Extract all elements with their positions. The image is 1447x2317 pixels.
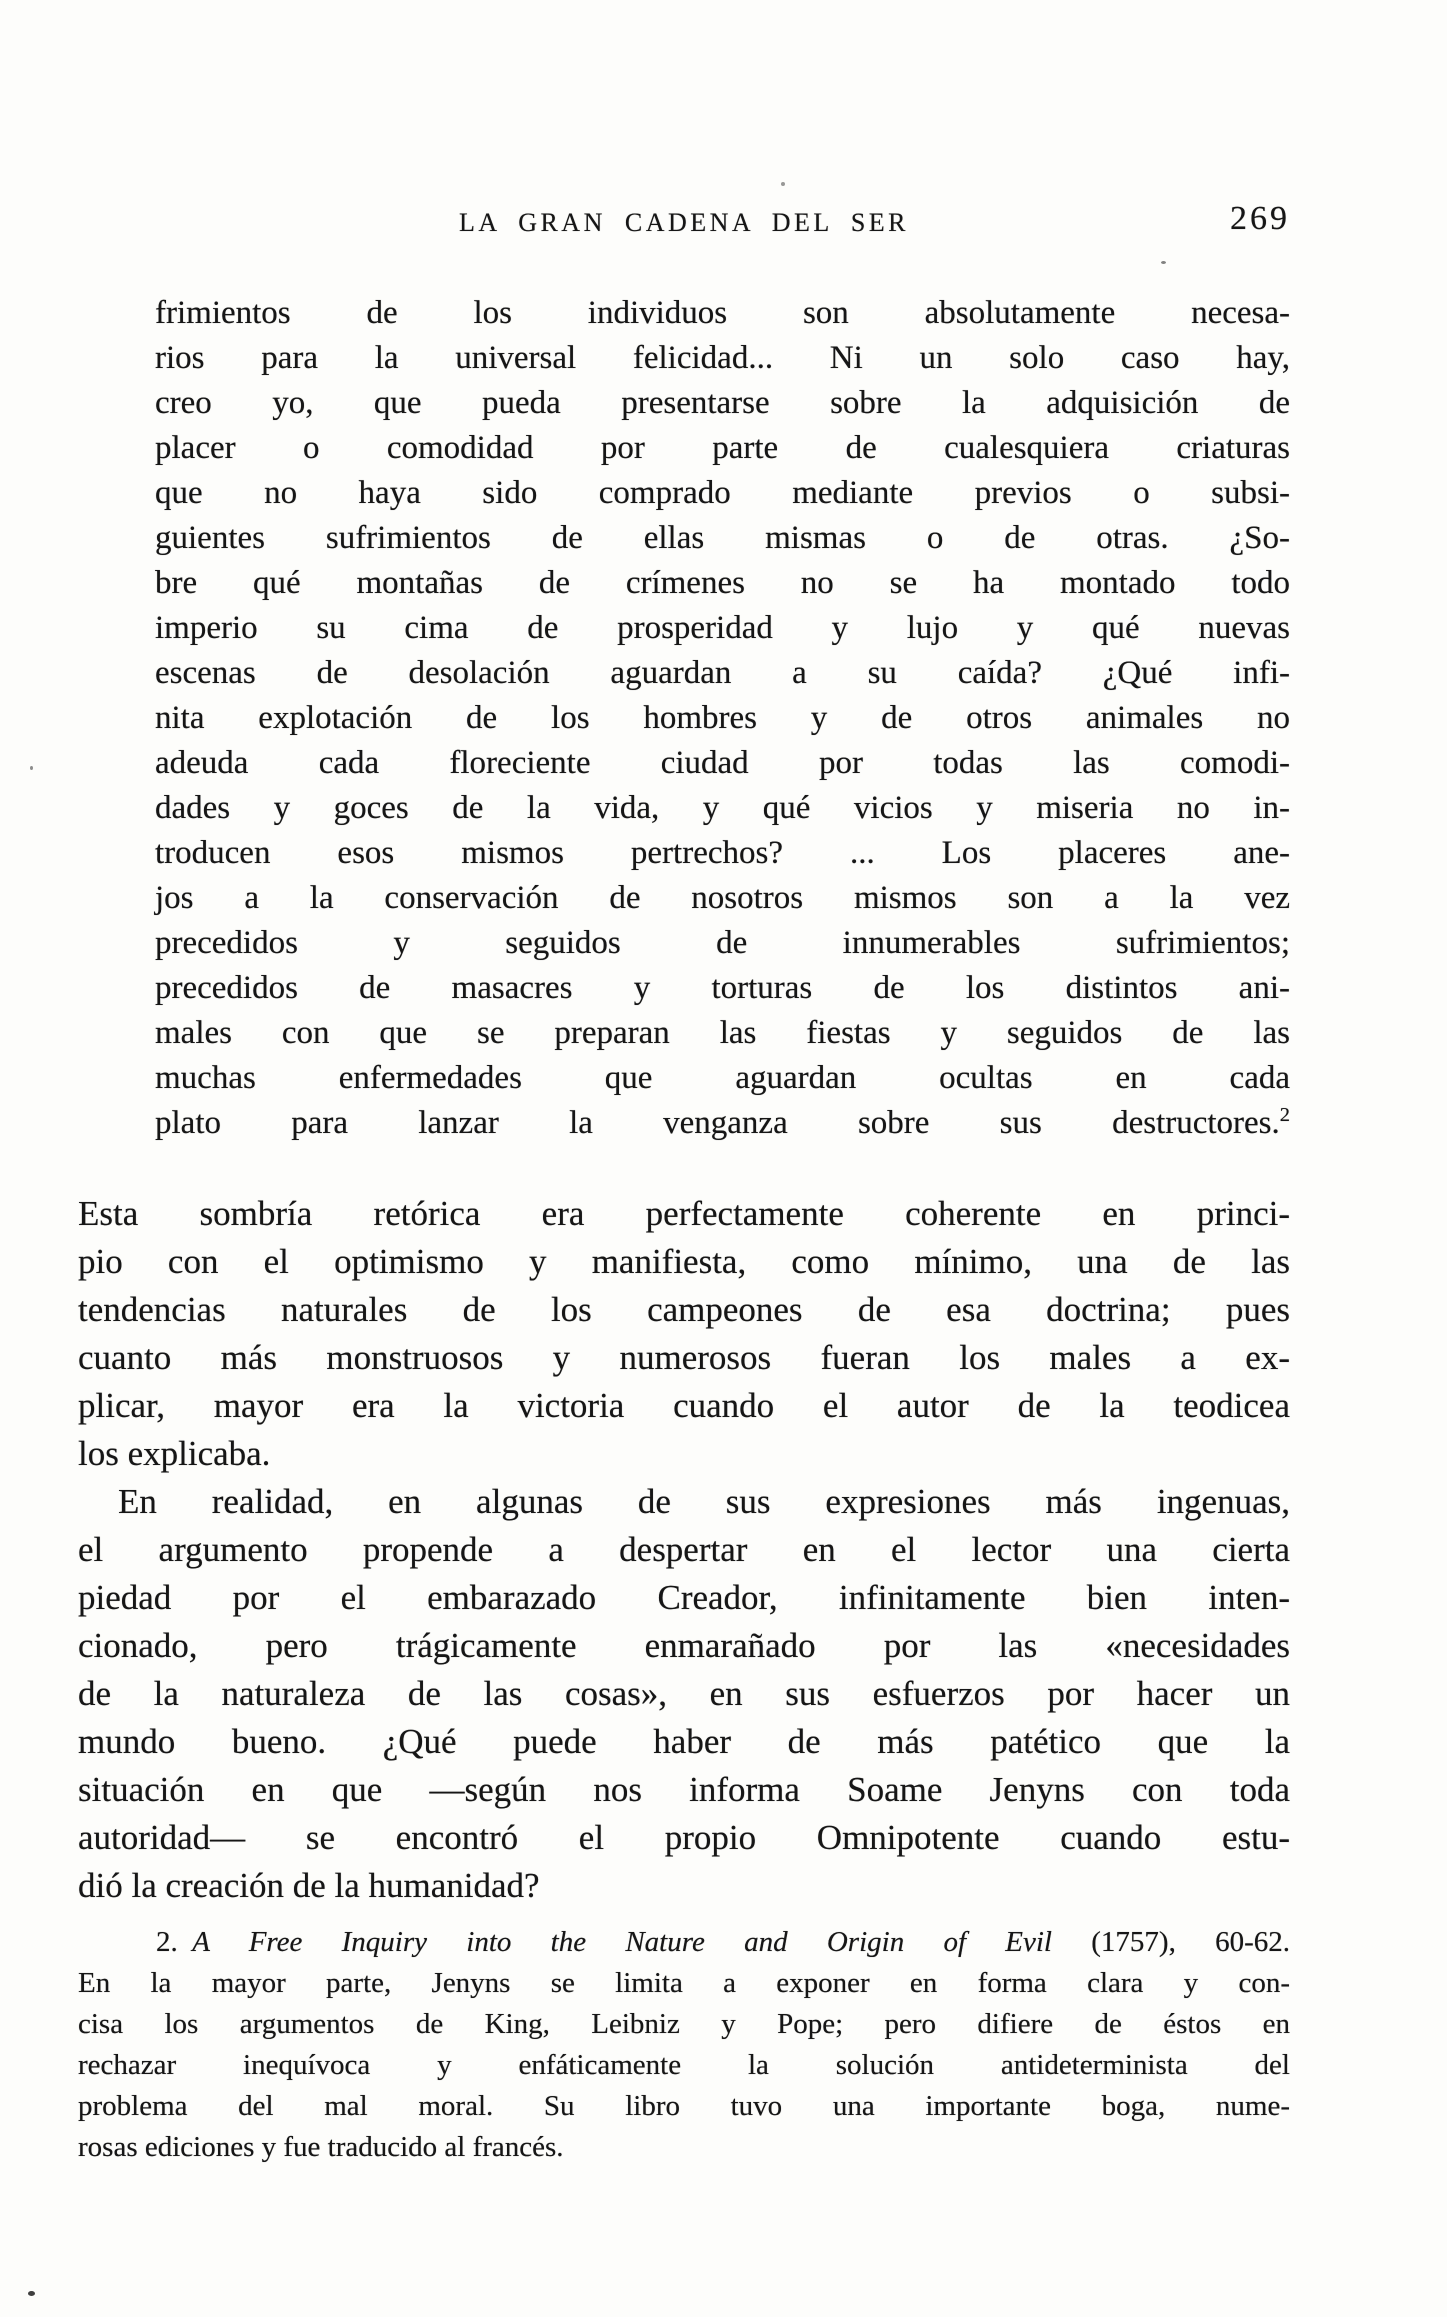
body-line: [78, 1814, 1290, 1862]
text-segment: rosas ediciones y fue traducido al francés.: [78, 2131, 564, 2163]
body-line: [78, 1670, 1290, 1718]
text-segment: precedidos y seguidos de innumerables sufrimientos;: [155, 925, 1290, 961]
text-segment: placer o comodidad por parte de cualesquiera criaturas: [155, 430, 1290, 466]
text-segment: troducen esos mismos pertrechos? ... Los placeres ane-: [155, 835, 1290, 871]
text-segment: rios para la universal felicidad... Ni un solo caso hay,: [155, 340, 1290, 376]
text-segment: imperio su cima de prosperidad y lujo y qué nuevas: [155, 610, 1290, 646]
footnote-line: [78, 2086, 1290, 2127]
footnote: [78, 1922, 1290, 2168]
text-segment: jos a la conservación de nosotros mismos son a la vez: [155, 880, 1290, 916]
body-line: [78, 1766, 1290, 1814]
body-line: [78, 1478, 1290, 1526]
work-title-italic: A Free Inquiry into the Nature and Origin of Evil: [192, 1926, 1052, 1958]
text-segment: cisa los argumentos de King, Leibniz y Pope; pero difiere de éstos en: [78, 2008, 1290, 2040]
text-segment: que no haya sido comprado mediante previos o subsi-: [155, 475, 1290, 511]
body-line: [78, 1190, 1290, 1238]
quote-line: [155, 1101, 1290, 1146]
scan-speck: [28, 2291, 35, 2296]
quote-line: [155, 741, 1290, 786]
text-segment: precedidos de masacres y torturas de los distintos ani-: [155, 970, 1290, 1006]
body-line: [78, 1382, 1290, 1430]
footnote-line: [78, 1963, 1290, 2004]
body-line: [78, 1430, 1290, 1478]
body-line: [78, 1286, 1290, 1334]
quote-line: [155, 336, 1290, 381]
footnote-line: [78, 2045, 1290, 2086]
text-segment: mundo bueno. ¿Qué puede haber de más patético que la: [78, 1722, 1290, 1761]
body-line: [78, 1334, 1290, 1382]
text-segment: males con que se preparan las fiestas y seguidos de las: [155, 1015, 1290, 1051]
text-segment: (1757), 60-62.: [1051, 1926, 1290, 1958]
quote-line: [155, 831, 1290, 876]
text-segment: En realidad, en algunas de sus expresiones más ingenuas,: [118, 1482, 1290, 1521]
page-title: LA GRAN CADENA DEL SER: [458, 208, 910, 237]
quote-line: [155, 516, 1290, 561]
quote-line: [155, 561, 1290, 606]
footnote-line: [78, 2127, 1290, 2168]
body-line: [78, 1862, 1290, 1910]
footnote-ref: 2: [1279, 1104, 1290, 1126]
text-segment: nita explotación de los hombres y de otros animales no: [155, 700, 1290, 736]
text-segment: guientes sufrimientos de ellas mismas o de otras. ¿So-: [155, 520, 1290, 556]
text-segment: creo yo, que pueda presentarse sobre la adquisición de: [155, 385, 1290, 421]
text-segment: dades y goces de la vida, y qué vicios y miseria no in-: [155, 790, 1290, 826]
quote-line: [155, 876, 1290, 921]
quote-line: [155, 1011, 1290, 1056]
text-segment: situación en que —según nos informa Soame Jenyns con toda: [78, 1770, 1290, 1809]
text-segment: cuanto más monstruosos y numerosos fueran los males a ex-: [78, 1338, 1290, 1377]
body-line: [78, 1622, 1290, 1670]
text-segment: los explicaba.: [78, 1434, 271, 1473]
text-segment: escenas de desolación aguardan a su caída? ¿Qué infi-: [155, 655, 1290, 691]
text-segment: tendencias naturales de los campeones de esa doctrina; pues: [78, 1290, 1290, 1329]
body-line: [78, 1718, 1290, 1766]
text-segment: Esta sombría retórica era perfectamente coherente en princi-: [78, 1194, 1290, 1233]
text-segment: pio con el optimismo y manifiesta, como mínimo, una de las: [78, 1242, 1290, 1281]
footnote-line: [78, 2004, 1290, 2045]
footnote-line: [78, 1922, 1290, 1963]
block-quote: [155, 291, 1290, 1146]
quote-line: [155, 786, 1290, 831]
text-segment: bre qué montañas de crímenes no se ha montado todo: [155, 565, 1290, 601]
text-segment: problema del mal moral. Su libro tuvo una importante boga, nume-: [78, 2090, 1290, 2122]
quote-line: [155, 696, 1290, 741]
text-segment: de la naturaleza de las cosas», en sus esfuerzos por hacer un: [78, 1674, 1290, 1713]
text-segment: adeuda cada floreciente ciudad por todas las comodi-: [155, 745, 1290, 781]
quote-line: [155, 1056, 1290, 1101]
scan-speck: [781, 182, 785, 186]
scan-speck: [30, 766, 33, 770]
paragraph: [78, 1478, 1290, 1910]
text-segment: autoridad— se encontró el propio Omnipotente cuando estu-: [78, 1818, 1290, 1857]
quote-line: [155, 381, 1290, 426]
text-segment: dió la creación de la humanidad?: [78, 1866, 540, 1905]
body-line: [78, 1574, 1290, 1622]
text-segment: rechazar inequívoca y enfáticamente la solución antideterminista del: [78, 2049, 1290, 2081]
quote-line: [155, 291, 1290, 336]
quote-line: [155, 651, 1290, 696]
quote-line: [155, 471, 1290, 516]
text-block: [78, 0, 1290, 2168]
quote-line: [155, 966, 1290, 1011]
text-segment: el argumento propende a despertar en el lector una cierta: [78, 1530, 1290, 1569]
text-segment: En la mayor parte, Jenyns se limita a exponer en forma clara y con-: [78, 1967, 1290, 1999]
body-line: [78, 1526, 1290, 1574]
text-segment: frimientos de los individuos son absolutamente necesa-: [155, 295, 1290, 331]
scan-speck: [1161, 261, 1166, 264]
quote-line: [155, 606, 1290, 651]
quote-line: [155, 426, 1290, 471]
text-segment: piedad por el embarazado Creador, infinitamente bien inten-: [78, 1578, 1290, 1617]
body-text: [78, 1190, 1290, 1910]
quote-line: [155, 921, 1290, 966]
paragraph: [78, 1190, 1290, 1478]
body-line: [78, 1238, 1290, 1286]
text-segment: muchas enfermedades que aguardan ocultas en cada: [155, 1060, 1290, 1096]
text-segment: plato para lanzar la venganza sobre sus destructores.: [155, 1105, 1280, 1141]
running-head: [78, 200, 1290, 243]
text-segment: 2.: [156, 1926, 193, 1958]
text-segment: plicar, mayor era la victoria cuando el autor de la teodicea: [78, 1386, 1290, 1425]
page-number: 269: [1230, 200, 1290, 237]
text-segment: cionado, pero trágicamente enmarañado por las «necesidades: [78, 1626, 1290, 1665]
